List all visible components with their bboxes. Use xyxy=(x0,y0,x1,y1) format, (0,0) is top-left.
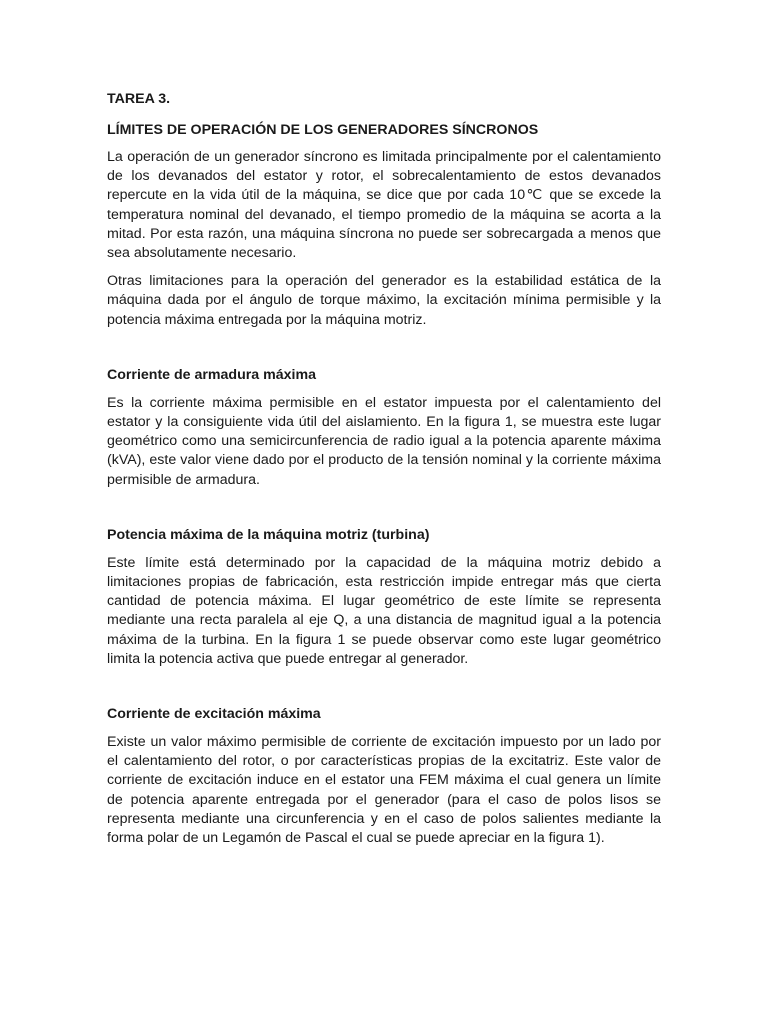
main-heading: LÍMITES DE OPERACIÓN DE LOS GENERADORES SÍNCRONOS xyxy=(107,122,539,138)
task-label: TAREA 3. xyxy=(107,91,171,107)
intro-paragraph-2: Otras limitaciones para la operación del generador es la estabilidad estática de la máquina dada por el ángulo de torque máximo, la excitación mínima permisible y la potencia máxima entregada por la máquina motriz. xyxy=(107,273,661,328)
section-heading-armature-current: Corriente de armadura máxima xyxy=(107,366,316,383)
section-heading-turbine-power: Potencia máxima de la máquina motriz (turbina) xyxy=(107,526,430,543)
intro-paragraph-1: La operación de un generador síncrono es limitada principalmente por el calentamiento de los devanados del estator y rotor, el sobrecalentamiento de estos devanados repercute en la vida útil de la máquina, se dice que por cada 10℃ que se excede la temperatura nominal del devanado, el tiempo promedio de la máquina se acorta a la mitad. Por esta razón, una máquina síncrona no puede ser sobrecargada a menos que sea absolutamente necesario. xyxy=(107,149,661,262)
text-column xyxy=(107,90,661,848)
spacer xyxy=(107,263,661,272)
spacer xyxy=(107,330,661,366)
section-body-excitation-current: Existe un valor máximo permisible de corriente de excitación impuesto por un lado por el calentamiento del rotor, o por características propias de la excitatriz. Este valor de corriente de excitación induce en el estator una FEM máxima el cual genera un límite de potencia aparente entregada por el generador (para el caso de polos lisos se representa mediante una circunferencia y en el caso de polos salientes mediante la forma polar de un Legamón de Pascal el cual se puede apreciar en la figura 1). xyxy=(107,734,661,847)
spacer xyxy=(107,669,661,705)
spacer xyxy=(107,490,661,526)
section-heading-excitation-current: Corriente de excitación máxima xyxy=(107,706,321,723)
section-body-turbine-power: Este límite está determinado por la capacidad de la máquina motriz debido a limitaciones propias de fabricación, esta restricción impide entregar más que cierta cantidad de potencia máxima. El lugar geométrico de este límite se representa mediante una recta paralela al eje Q, a una distancia de magnitud igual a la potencia máxima de la turbina. En la figura 1 se puede observar como este lugar geométrico limita la potencia activa que puede entregar al generador. xyxy=(107,554,661,667)
section-body-armature-current: Es la corriente máxima permisible en el estator impuesta por el calentamiento del estator y la consiguiente vida útil del aislamiento. En la figura 1, se muestra este lugar geométrico como una semicircunferencia de radio igual a la potencia aparente máxima (kVA), este valor viene dado por el producto de la tensión nominal y la corriente máxima permisible de armadura. xyxy=(107,394,661,488)
